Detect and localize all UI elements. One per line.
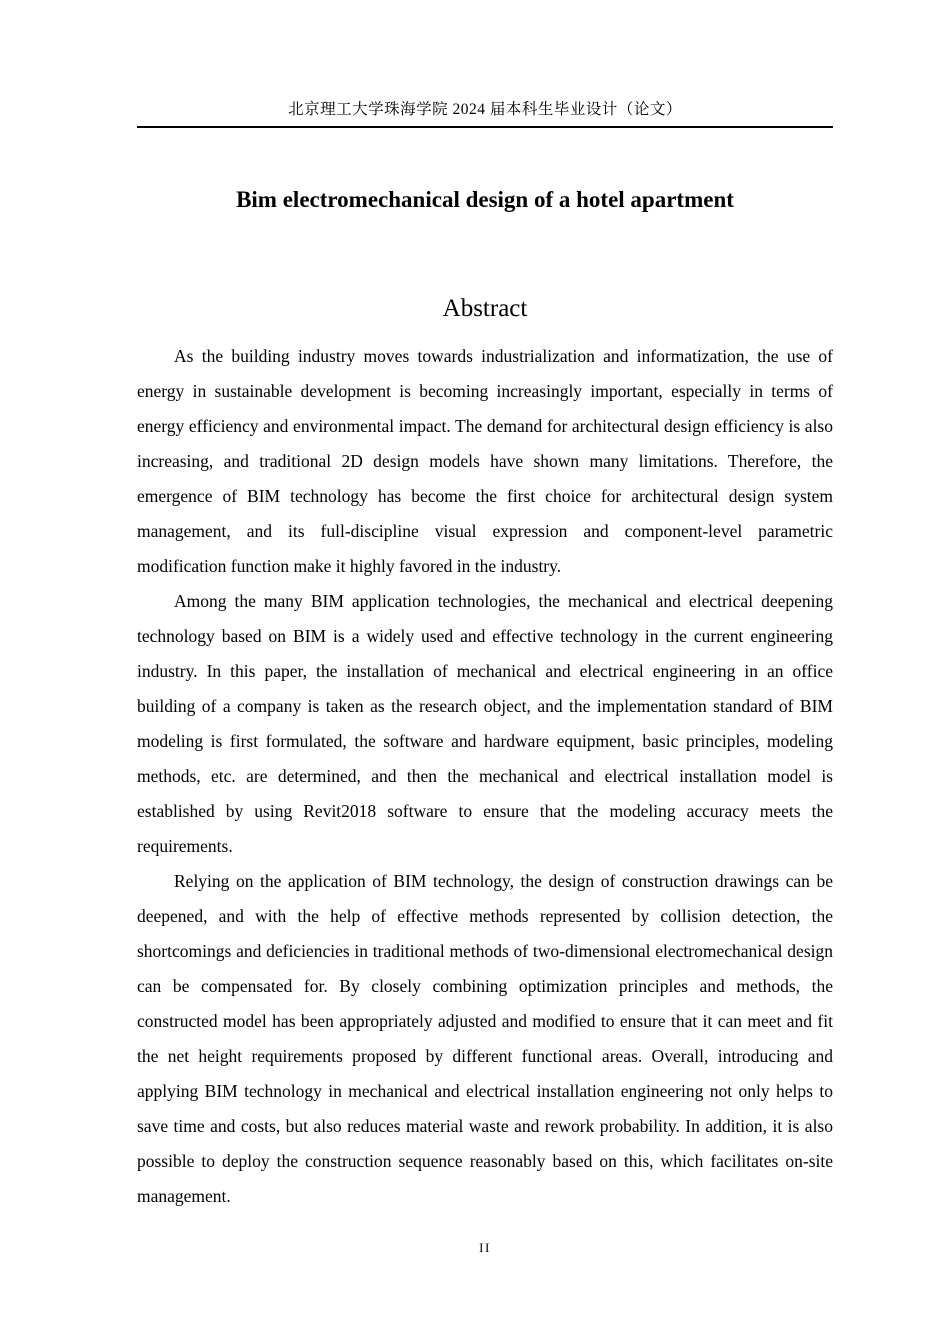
abstract-body: [137, 339, 833, 1214]
abstract-paragraph-3: Relying on the application of BIM technology, the design of construction drawings can be deepened, and with the help of effective methods represented by collision detection, the shortcomings and deficiencies in traditional methods of two-dimensional electromechanical design can be compensated for. By closely combining optimization principles and methods, the constructed model has been appropriately adjusted and modified to ensure that it can meet and fit the net height requirements proposed by different functional areas. Overall, introducing and applying BIM technology in mechanical and electrical installation engineering not only helps to save time and costs, but also reduces material waste and rework probability. In addition, it is also possible to deploy the construction sequence reasonably based on this, which facilitates on-site management.: [137, 871, 833, 1206]
page-number: II: [479, 1240, 491, 1255]
running-header-text: 北京理工大学珠海学院 2024 届本科生毕业设计（论文）: [288, 101, 682, 118]
document-title: Bim electromechanical design of a hotel apartment: [236, 187, 734, 212]
abstract-heading: Abstract: [442, 295, 528, 322]
running-header: [137, 0, 833, 128]
abstract-paragraph-2: Among the many BIM application technologies, the mechanical and electrical deepening technology based on BIM is a widely used and effective technology in the current engineering industry. In this paper, the installation of mechanical and electrical engineering in an office building of a company is taken as the research object, and the implementation standard of BIM modeling is first formulated, the software and hardware equipment, basic principles, modeling methods, etc. are determined, and then the mechanical and electrical installation model is established by using Revit2018 software to ensure that the modeling accuracy meets the requirements.: [137, 591, 833, 856]
abstract-paragraph-1: As the building industry moves towards industrialization and informatization, the use of energy in sustainable development is becoming increasingly important, especially in terms of energy efficiency and environmental impact. The demand for architectural design efficiency is also increasing, and traditional 2D design models have shown many limitations. Therefore, the emergence of BIM technology has become the first choice for architectural design system management, and its full-discipline visual expression and component-level parametric modification function make it highly favored in the industry.: [137, 346, 833, 576]
